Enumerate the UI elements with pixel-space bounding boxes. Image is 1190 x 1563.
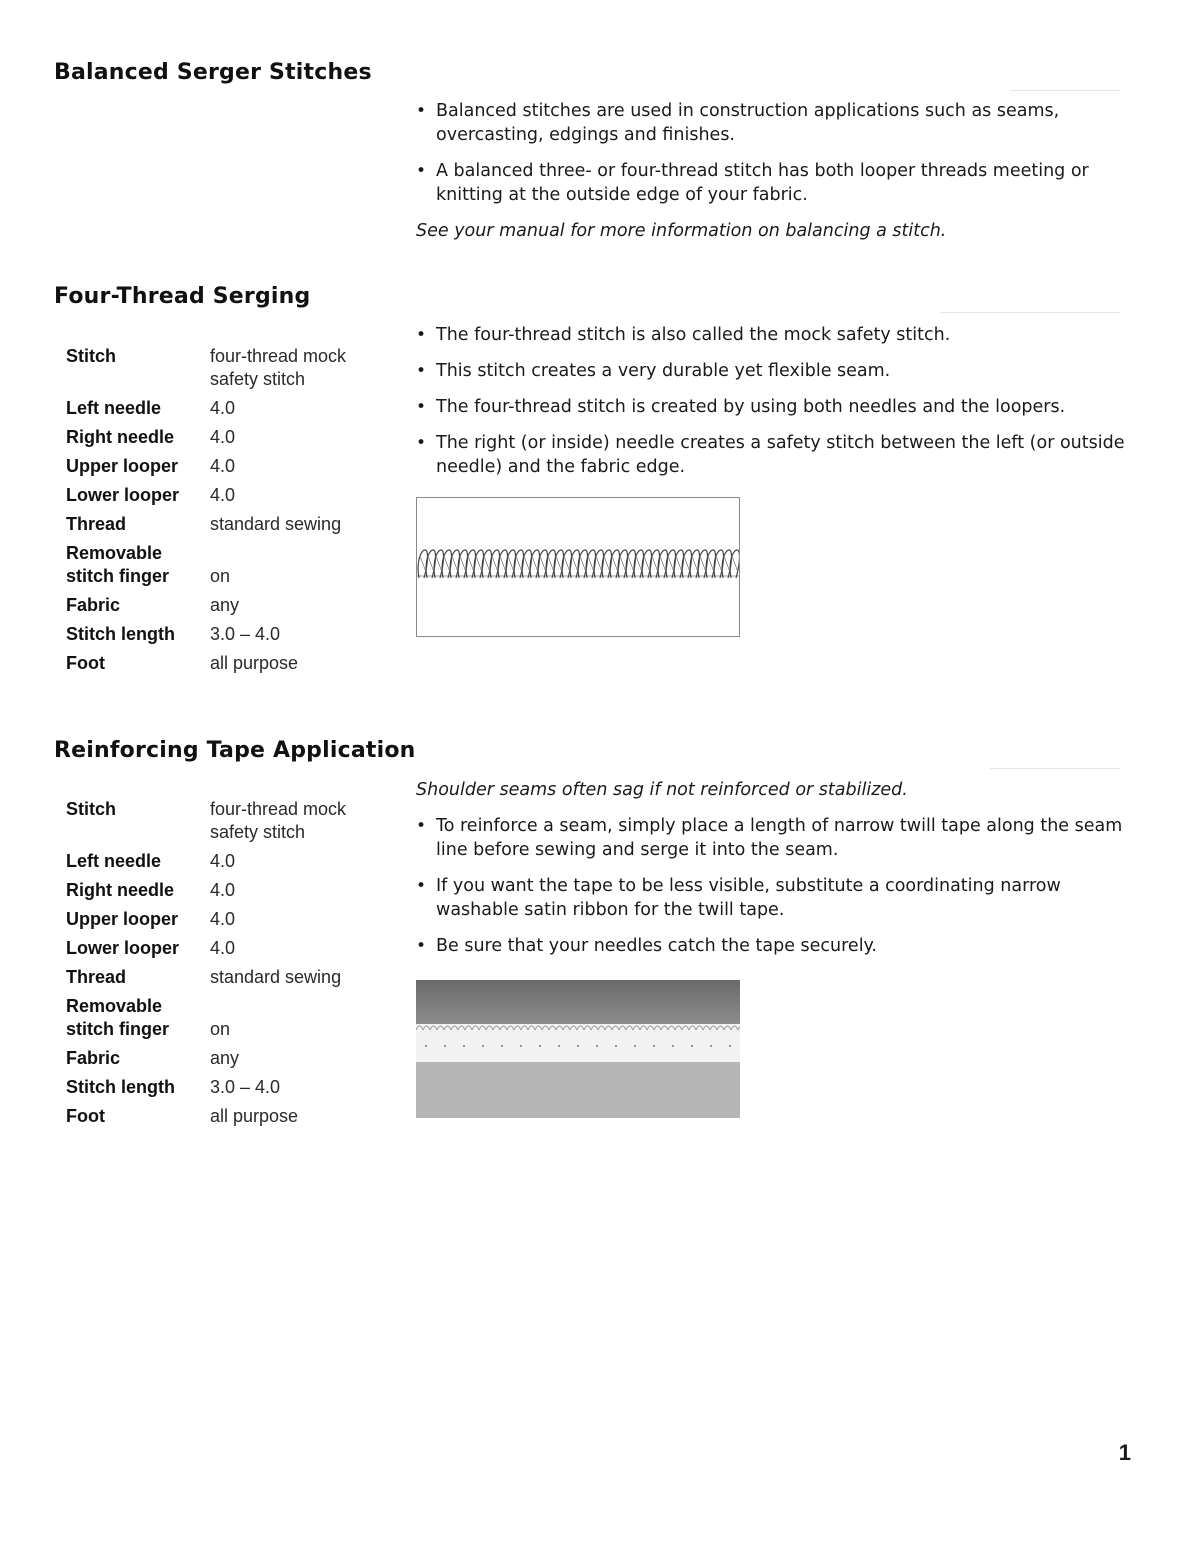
spec-label: Lower looper	[66, 938, 180, 958]
spec-value: all purpose	[210, 1106, 299, 1126]
spec-value: 4.0	[210, 427, 236, 447]
stitch-thread	[540, 556, 546, 572]
needle-hole	[558, 1045, 560, 1047]
balanced-content	[416, 99, 1126, 243]
spec-row	[66, 1073, 366, 1102]
stitch-drawing	[417, 498, 739, 636]
section-title-four-thread: Four-Thread Serging	[54, 284, 311, 309]
list-item: • The four-thread stitch is also called the mock safety stitch.	[416, 323, 1126, 347]
spec-label: Thread	[66, 514, 127, 534]
reinforcing-note: Shoulder seams often sag if not reinforced or stabilized.	[416, 780, 908, 800]
spec-label: Right needle	[66, 880, 175, 900]
needle-hole	[729, 1045, 731, 1047]
stitch-thread	[644, 556, 650, 572]
list-item: • To reinforce a seam, simply place a length of narrow twill tape along the seam line before sewing and serge it into the seam.	[416, 814, 1126, 862]
stitch-thread	[452, 556, 458, 572]
balanced-note: See your manual for more information on balancing a stitch.	[416, 221, 947, 241]
spec-label: Foot	[66, 653, 105, 673]
spec-label: Stitch length	[66, 624, 175, 644]
spec-value: four-thread mock safety stitch	[210, 799, 347, 842]
reinforcing-content	[416, 778, 1126, 970]
stitch-thread	[652, 556, 658, 572]
spec-row	[66, 1102, 366, 1131]
spec-value: any	[210, 1048, 240, 1068]
stitch-thread	[660, 556, 666, 572]
spec-label: Right needle	[66, 427, 175, 447]
stitch-thread	[716, 556, 722, 572]
four-thread-content	[416, 323, 1126, 491]
needle-hole	[463, 1045, 465, 1047]
tape-seam-drawing	[416, 980, 740, 1118]
needle-hole	[482, 1045, 484, 1047]
spec-label: Stitch	[66, 799, 117, 819]
stitch-thread	[476, 556, 482, 572]
stitch-thread	[580, 556, 586, 572]
stitch-thread	[732, 556, 738, 572]
stitch-thread	[628, 556, 634, 572]
stitch-thread	[596, 556, 602, 572]
spec-value: standard sewing	[210, 514, 342, 534]
stitch-thread	[572, 556, 578, 572]
spec-value: any	[210, 595, 240, 615]
page-number: 1	[1118, 1440, 1131, 1465]
spec-row	[66, 847, 366, 876]
spec-row	[66, 481, 366, 510]
needle-hole	[444, 1045, 446, 1047]
stitch-thread	[676, 556, 682, 572]
spec-row	[66, 876, 366, 905]
stitch-thread	[636, 556, 642, 572]
spec-value: 3.0 – 4.0	[210, 1077, 281, 1097]
spec-value: four-thread mock safety stitch	[210, 346, 347, 389]
spec-row	[66, 795, 366, 847]
spec-label: Thread	[66, 967, 127, 987]
spec-label: Removable stitch finger	[66, 543, 170, 586]
list-item: • This stitch creates a very durable yet flexible seam.	[416, 359, 1126, 383]
spec-row	[66, 452, 366, 481]
needle-hole	[539, 1045, 541, 1047]
reinforcing-spec-table	[66, 795, 366, 1131]
spec-value: on	[210, 1019, 231, 1039]
stitch-thread	[508, 556, 514, 572]
stitch-thread	[708, 556, 714, 572]
spec-row	[66, 539, 366, 591]
stitch-thread	[460, 556, 466, 572]
stitch-thread	[724, 556, 730, 572]
stitch-thread	[468, 556, 474, 572]
needle-hole	[672, 1045, 674, 1047]
spec-row	[66, 591, 366, 620]
stitch-thread	[612, 556, 618, 572]
stitch-thread	[532, 556, 538, 572]
needle-hole	[520, 1045, 522, 1047]
spec-value: 4.0	[210, 938, 236, 958]
section-title-balanced: Balanced Serger Stitches	[54, 60, 372, 85]
stitch-thread	[516, 556, 522, 572]
spec-label: Removable stitch finger	[66, 996, 170, 1039]
spec-label: Left needle	[66, 851, 162, 871]
stitch-thread	[692, 556, 698, 572]
spec-row	[66, 1044, 366, 1073]
stitch-thread	[484, 556, 490, 572]
spec-row	[66, 394, 366, 423]
list-item: • Be sure that your needles catch the tape securely.	[416, 934, 1126, 958]
stitch-thread	[668, 556, 674, 572]
spec-label: Lower looper	[66, 485, 180, 505]
needle-hole	[501, 1045, 503, 1047]
spec-row	[66, 934, 366, 963]
spec-label: Fabric	[66, 595, 121, 615]
spec-row	[66, 342, 366, 394]
stitch-thread	[420, 556, 426, 572]
needle-hole	[596, 1045, 598, 1047]
divider	[990, 768, 1120, 769]
needle-hole	[653, 1045, 655, 1047]
stitch-thread	[700, 556, 706, 572]
divider	[1010, 90, 1120, 91]
stitch-illustration	[416, 497, 740, 637]
spec-value: on	[210, 566, 231, 586]
stitch-thread	[444, 556, 450, 572]
spec-row	[66, 649, 366, 678]
list-item: • The right (or inside) needle creates a safety stitch between the left (or outside needle) and the fabric edge.	[416, 431, 1126, 479]
stitch-thread	[524, 556, 530, 572]
spec-row	[66, 992, 366, 1044]
spec-value: 3.0 – 4.0	[210, 624, 281, 644]
spec-value: all purpose	[210, 653, 299, 673]
divider	[940, 312, 1120, 313]
needle-hole	[634, 1045, 636, 1047]
spec-value: 4.0	[210, 485, 236, 505]
spec-label: Upper looper	[66, 456, 179, 476]
needle-hole	[615, 1045, 617, 1047]
section-title-reinforcing: Reinforcing Tape Application	[54, 738, 416, 763]
stitch-thread	[556, 556, 562, 572]
spec-label: Upper looper	[66, 909, 179, 929]
tape-seam-photo	[416, 980, 740, 1118]
spec-value: 4.0	[210, 456, 236, 476]
stitch-thread	[436, 556, 442, 572]
needle-hole	[577, 1045, 579, 1047]
spec-row	[66, 510, 366, 539]
spec-value: 4.0	[210, 880, 236, 900]
spec-label: Left needle	[66, 398, 162, 418]
needle-hole	[710, 1045, 712, 1047]
list-item: • The four-thread stitch is created by using both needles and the loopers.	[416, 395, 1126, 419]
four-thread-spec-table	[66, 342, 366, 678]
spec-label: Foot	[66, 1106, 105, 1126]
list-item: • If you want the tape to be less visible, substitute a coordinating narrow washable satin ribbon for the twill tape.	[416, 874, 1126, 922]
spec-value: 4.0	[210, 909, 236, 929]
stitch-thread	[492, 556, 498, 572]
stitch-thread	[564, 556, 570, 572]
stitch-thread	[428, 556, 434, 572]
stitch-thread	[500, 556, 506, 572]
stitch-thread	[548, 556, 554, 572]
needle-hole	[691, 1045, 693, 1047]
spec-row	[66, 620, 366, 649]
spec-value: 4.0	[210, 851, 236, 871]
stitch-thread	[620, 556, 626, 572]
list-item: • A balanced three- or four-thread stitch has both looper threads meeting or knitting at the outside edge of your fabric.	[416, 159, 1126, 207]
spec-label: Stitch	[66, 346, 117, 366]
reinforcing-bullet-list	[416, 814, 1126, 958]
spec-label: Fabric	[66, 1048, 121, 1068]
spec-row	[66, 905, 366, 934]
spec-row	[66, 963, 366, 992]
four-thread-bullet-list	[416, 323, 1126, 479]
stitch-thread	[684, 556, 690, 572]
spec-value: 4.0	[210, 398, 236, 418]
balanced-bullet-list	[416, 99, 1126, 207]
stitch-thread	[588, 556, 594, 572]
spec-value: standard sewing	[210, 967, 342, 987]
spec-row	[66, 423, 366, 452]
list-item: • Balanced stitches are used in construction applications such as seams, overcasting, edgings and finishes.	[416, 99, 1126, 147]
needle-hole	[425, 1045, 427, 1047]
stitch-thread	[604, 556, 610, 572]
spec-label: Stitch length	[66, 1077, 175, 1097]
